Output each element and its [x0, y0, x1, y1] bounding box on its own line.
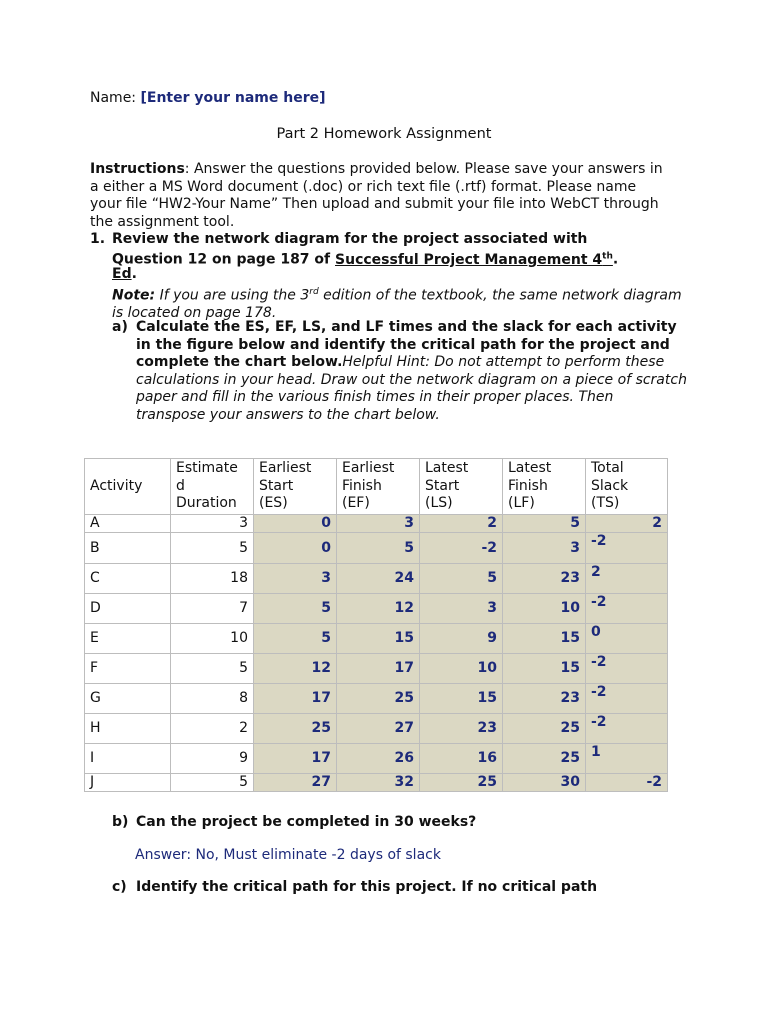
ls-cell[interactable]: 5: [420, 563, 503, 593]
ts-cell[interactable]: -2: [586, 773, 668, 791]
part-b-answer[interactable]: Answer: No, Must eliminate -2 days of slack: [135, 847, 441, 863]
duration-cell: 5: [171, 653, 254, 683]
header-ts: Total Slack (TS): [586, 459, 668, 515]
ts-cell[interactable]: 1: [586, 743, 668, 773]
page-title: Part 2 Homework Assignment: [276, 126, 492, 142]
table-row: [85, 773, 668, 791]
ts-cell[interactable]: -2: [586, 653, 668, 683]
book-title: Successful Project Management 4th: [335, 251, 613, 268]
table-row: [85, 514, 668, 532]
part-a-label: a): [112, 319, 128, 335]
duration-cell: 9: [171, 743, 254, 773]
es-cell[interactable]: 17: [254, 683, 337, 713]
table-row: [85, 532, 668, 563]
note-paragraph: [112, 284, 682, 323]
lf-cell[interactable]: 10: [503, 593, 586, 623]
es-cell[interactable]: 0: [254, 514, 337, 532]
book-edition: Ed: [112, 266, 132, 282]
book-title-sup: th: [602, 251, 613, 261]
activity-cell: G: [85, 683, 171, 713]
activity-cell: C: [85, 563, 171, 593]
part-c-label: c): [112, 879, 127, 895]
lf-cell[interactable]: 30: [503, 773, 586, 791]
part-b-label: b): [112, 814, 129, 830]
ef-cell[interactable]: 5: [337, 532, 420, 563]
ls-cell[interactable]: 9: [420, 623, 503, 653]
es-cell[interactable]: 17: [254, 743, 337, 773]
ts-cell[interactable]: 0: [586, 623, 668, 653]
note-sup: rd: [309, 287, 319, 297]
header-es: Earliest Start (ES): [254, 459, 337, 515]
es-cell[interactable]: 5: [254, 623, 337, 653]
instructions-text: : Answer the questions provided below. Please save your answers in a either a MS Word document (.doc) or rich text file (.rtf) format. Please name your file “HW2-Your Name” Then upload and submit your file into WebCT through the assignment tool.: [90, 161, 663, 230]
header-duration: Estimate d Duration: [171, 459, 254, 515]
table-row: [85, 713, 668, 743]
ls-cell[interactable]: 23: [420, 713, 503, 743]
part-b: [112, 814, 476, 830]
header-ef: Earliest Finish (EF): [337, 459, 420, 515]
schedule-table: [84, 458, 668, 792]
table-row: [85, 653, 668, 683]
ef-cell[interactable]: 3: [337, 514, 420, 532]
question-1-text-part2: Question 12 on page 187 of: [112, 251, 336, 268]
duration-cell: 3: [171, 514, 254, 532]
table-row: [85, 563, 668, 593]
es-cell[interactable]: 3: [254, 563, 337, 593]
ts-cell[interactable]: -2: [586, 593, 668, 623]
name-line: [90, 90, 326, 106]
part-c-text: Identify the critical path for this project. If no critical path: [136, 879, 598, 895]
ts-cell[interactable]: 2: [586, 514, 668, 532]
part-a-text: Calculate the ES, EF, LS, and LF times and the slack for each activity in the figure below and identify the critical path for the project and complete the chart below.: [136, 319, 677, 371]
ef-cell[interactable]: 26: [337, 743, 420, 773]
ts-cell[interactable]: 2: [586, 563, 668, 593]
duration-cell: 5: [171, 532, 254, 563]
table-row: [85, 683, 668, 713]
note-label: Note:: [112, 287, 156, 304]
ls-cell[interactable]: 16: [420, 743, 503, 773]
ef-cell[interactable]: 24: [337, 563, 420, 593]
lf-cell[interactable]: 25: [503, 713, 586, 743]
duration-cell: 10: [171, 623, 254, 653]
lf-cell[interactable]: 5: [503, 514, 586, 532]
ls-cell[interactable]: 15: [420, 683, 503, 713]
activity-cell: H: [85, 713, 171, 743]
duration-cell: 5: [171, 773, 254, 791]
name-label: Name:: [90, 90, 141, 106]
activity-cell: B: [85, 532, 171, 563]
ts-cell[interactable]: -2: [586, 713, 668, 743]
table-row: [85, 623, 668, 653]
ls-cell[interactable]: 2: [420, 514, 503, 532]
question-1-text-part1: Review the network diagram for the project associated with: [112, 231, 588, 247]
es-cell[interactable]: 27: [254, 773, 337, 791]
ef-cell[interactable]: 32: [337, 773, 420, 791]
header-activity: Activity: [85, 459, 171, 515]
question-1-line-1: [90, 231, 690, 249]
activity-cell: F: [85, 653, 171, 683]
es-cell[interactable]: 5: [254, 593, 337, 623]
header-lf: Latest Finish (LF): [503, 459, 586, 515]
duration-cell: 2: [171, 713, 254, 743]
ef-cell[interactable]: 15: [337, 623, 420, 653]
question-1-line-2: Question 12 on page 187 of Successful Project Management 4th.: [112, 251, 619, 268]
ls-cell[interactable]: 25: [420, 773, 503, 791]
ts-cell[interactable]: -2: [586, 532, 668, 563]
ef-cell[interactable]: 27: [337, 713, 420, 743]
ls-cell[interactable]: 3: [420, 593, 503, 623]
ef-cell[interactable]: 25: [337, 683, 420, 713]
ef-cell[interactable]: 12: [337, 593, 420, 623]
lf-cell[interactable]: 15: [503, 653, 586, 683]
activity-cell: D: [85, 593, 171, 623]
table-row: [85, 593, 668, 623]
lf-cell[interactable]: 23: [503, 563, 586, 593]
ef-cell[interactable]: 17: [337, 653, 420, 683]
activity-cell: A: [85, 514, 171, 532]
part-a-hint: Helpful Hint: Do not attempt to perform these calculations in your head. Draw out the network diagram on a piece of scratch paper and fill in the various finish times in their proper places. Then transpose your answers to the chart below.: [136, 354, 687, 423]
duration-cell: 7: [171, 593, 254, 623]
part-a: [112, 319, 687, 425]
es-cell[interactable]: 12: [254, 653, 337, 683]
instructions-label: Instructions: [90, 161, 185, 177]
lf-cell[interactable]: 25: [503, 743, 586, 773]
name-placeholder[interactable]: [Enter your name here]: [140, 90, 326, 106]
lf-cell[interactable]: 3: [503, 532, 586, 563]
ls-cell[interactable]: -2: [420, 532, 503, 563]
header-ls: Latest Start (LS): [420, 459, 503, 515]
activity-cell: J: [85, 773, 171, 791]
part-c: [112, 879, 597, 895]
lf-cell[interactable]: 15: [503, 623, 586, 653]
note-text-a: If you are using the 3: [155, 287, 310, 304]
ls-cell[interactable]: 10: [420, 653, 503, 683]
instructions-paragraph: [90, 161, 670, 231]
note-text-b: edition of the textbook, the same network diagram is located on page 178.: [112, 287, 682, 322]
duration-cell: 18: [171, 563, 254, 593]
table-row: [85, 743, 668, 773]
ts-cell[interactable]: -2: [586, 683, 668, 713]
part-b-text: Can the project be completed in 30 weeks?: [136, 814, 477, 830]
question-1-number: 1.: [90, 231, 106, 247]
question-1-line-3: Ed.: [112, 266, 137, 282]
es-cell[interactable]: 25: [254, 713, 337, 743]
duration-cell: 8: [171, 683, 254, 713]
table-header-row: [85, 459, 668, 515]
activity-cell: E: [85, 623, 171, 653]
activity-cell: I: [85, 743, 171, 773]
es-cell[interactable]: 0: [254, 532, 337, 563]
lf-cell[interactable]: 23: [503, 683, 586, 713]
